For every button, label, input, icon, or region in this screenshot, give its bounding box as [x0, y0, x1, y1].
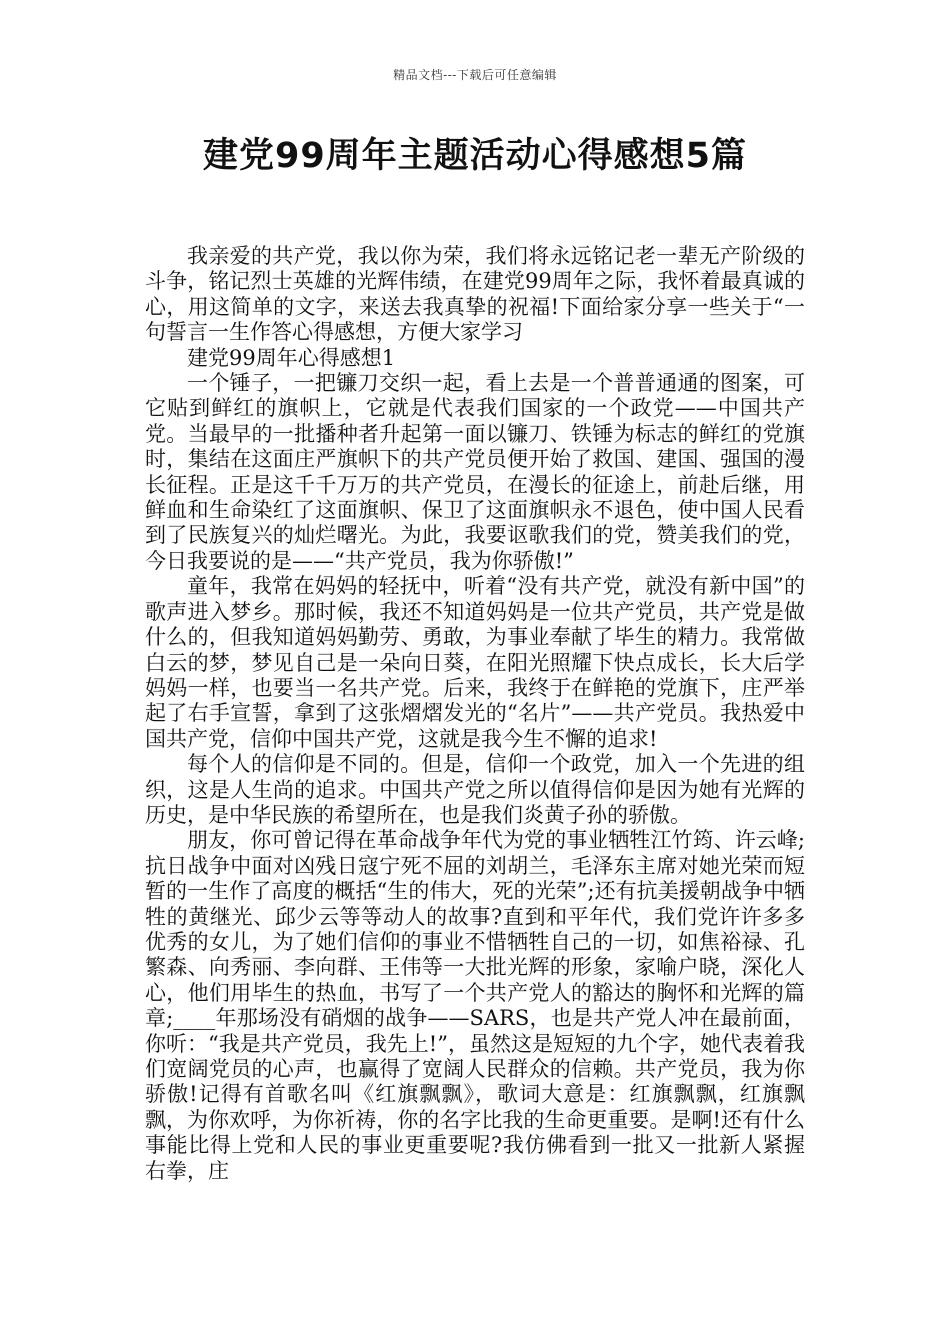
section-heading: 建党99周年心得感想1: [187, 345, 396, 370]
body-paragraph: 童年，我常在妈妈的轻抚中，听着“没有共产党，就没有新中国”的歌声进入梦乡。那时候，我还不知道妈妈是一位共产党员，共产党是做什么的，但我知道妈妈勤劳、勇敢，为事业奉献了毕生的精力。我常做白云的梦，梦见自己是一朵向日葵，在阳光照耀下快点成长，长大后学妈妈一样，也要当一名共产党。后来，我终于在鲜艳的党旗下，庄严举起了右手宣誓，拿到了这张熠熠发光的“名片”——共产党员。我热爱中国共产党，信仰中国共产党，这就是我今生不懈的追求!: [145, 574, 805, 751]
header-note: 精品文档---下载后可任意编辑: [393, 68, 557, 82]
body-text: [145, 244, 805, 1184]
body-paragraph: 每个人的信仰是不同的。但是，信仰一个政党，加入一个先进的组织，这是人生尚的追求。中国共产党之所以值得信仰是因为她有光辉的历史，是中华民族的希望所在，也是我们炎黄子孙的骄傲。: [145, 752, 805, 827]
body-paragraph: 一个锤子，一把镰刀交织一起，看上去是一个普普通通的图案，可它贴到鲜红的旗帜上，它就是代表我们国家的一个政党——中国共产党。当最早的一批播种者升起第一面以镰刀、铁锤为标志的鲜红的党旗时，集结在这面庄严旗帜下的共产党员便开始了救国、建国、强国的漫长征程。正是这千千万万的共产党员，在漫长的征途上，前赴后继，用鲜血和生命染红了这面旗帜、保卫了这面旗帜永不退色，使中国人民看到了民族复兴的灿烂曙光。为此，我要讴歌我们的党，赞美我们的党，今日我要说的是——“共产党员，我为你骄傲!”: [145, 371, 805, 573]
intro-paragraph: 我亲爱的共产党，我以你为荣，我们将永远铭记老一辈无产阶级的斗争，铭记烈士英雄的光辉伟绩，在建党99周年之际，我怀着最真诚的心，用这简单的文字，来送去我真挚的祝福!下面给家分享一些关于“一句誓言一生作答心得感想，方便大家学习: [145, 244, 805, 345]
document-title: 建党99周年主题活动心得感想5篇: [202, 136, 748, 176]
body-paragraph: 朋友，你可曾记得在革命战争年代为党的事业牺牲江竹筠、许云峰;抗日战争中面对凶残日寇宁死不屈的刘胡兰，毛泽东主席对她光荣而短暂的一生作了高度的概括“生的伟大，死的光荣”;还有抗美援朝战争中牺牲的黄继光、邱少云等等动人的故事?直到和平年代，我们党许许多多优秀的女儿，为了她们信仰的事业不惜牺牲自己的一切，如焦裕禄、孔繁森、向秀丽、李向群、王伟等一大批光辉的形象，家喻户晓，深化人心，他们用毕生的热血，书写了一个共产党人的豁达的胸怀和光辉的篇章;____年那场没有硝烟的战争——SARS，也是共产党人冲在最前面，你听：“我是共产党员，我先上!”，虽然这是短短的九个字，她代表着我们宽阔党员的心声，也赢得了宽阔人民群众的信赖。共产党员，我为你骄傲!记得有首歌名叫《红旗飘飘》，歌词大意是：红旗飘飘，红旗飘飘，为你欢呼，为你祈祷，你的名字比我的生命更重要。是啊!还有什么事能比得上党和人民的事业更重要呢?我仿佛看到一批又一批新人紧握右拳，庄: [145, 828, 805, 1183]
